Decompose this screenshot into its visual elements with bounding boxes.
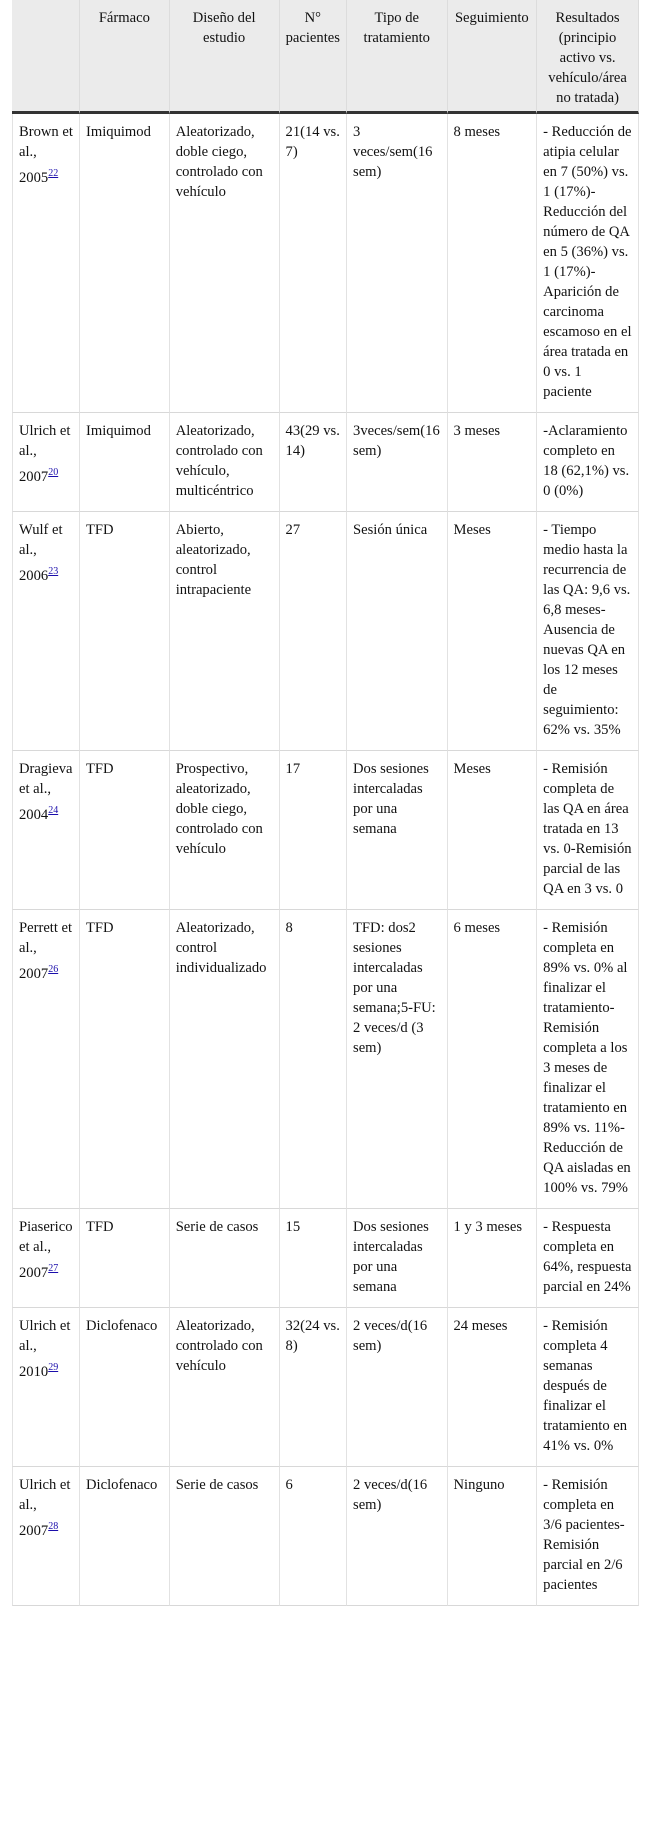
citation-link[interactable]: 26 [48,964,59,975]
patients-cell: 6 [280,1467,348,1606]
header-reference [12,0,80,114]
design-cell: Serie de casos [170,1209,280,1308]
results-cell: - Remisión completa en 89% vs. 0% al finalizar el tratamiento-Remisión completa a los 3 meses de finalizar el tratamiento en 89% vs. 11%-Reducción de QA aisladas en 100% vs. 79% [537,910,639,1209]
followup-cell: 6 meses [448,910,538,1209]
reference-cell [12,1308,80,1467]
treatment-cell: 2 veces/d(16 sem) [347,1308,447,1467]
patients-cell: 32(24 vs. 8) [280,1308,348,1467]
design-cell: Aleatorizado, controlado con vehículo [170,1308,280,1467]
citation-link[interactable]: 28 [48,1521,59,1532]
reference-cell [12,114,80,413]
results-cell: - Reducción de atipia celular en 7 (50%) vs. 1 (17%)-Reducción del número de QA en 5 (36%) vs. 1 (17%)-Aparición de carcinoma escamoso en el área tratada en 0 vs. 1 paciente [537,114,639,413]
reference-text: Dragieva et al., 2004 [19,761,73,823]
patients-cell: 21(14 vs. 7) [280,114,348,413]
header-row [12,0,639,114]
table-row [12,910,639,1209]
table-row [12,1308,639,1467]
treatment-cell: 3veces/sem(16 sem) [347,413,447,512]
reference-text: Ulrich et al., 2007 [19,423,71,485]
followup-cell: 1 y 3 meses [448,1209,538,1308]
citation-link[interactable]: 23 [48,566,59,577]
followup-cell: Ninguno [448,1467,538,1606]
treatment-cell: TFD: dos2 sesiones intercaladas por una semana;5-FU: 2 veces/d (3 sem) [347,910,447,1209]
reference-cell [12,413,80,512]
reference-cell [12,1209,80,1308]
followup-cell: Meses [448,512,538,751]
drug-cell: TFD [80,751,170,910]
results-cell: - Remisión completa de las QA en área tratada en 13 vs. 0-Remisión parcial de las QA en 3 vs. 0 [537,751,639,910]
header-followup: Seguimiento [448,0,538,114]
header-design: Diseño del estudio [170,0,280,114]
design-cell: Aleatorizado, controlado con vehículo, multicéntrico [170,413,280,512]
drug-cell: Diclofenaco [80,1467,170,1606]
reference-cell [12,1467,80,1606]
reference-text: Ulrich et al., 2007 [19,1477,71,1539]
citation-link[interactable]: 24 [48,805,59,816]
treatment-cell: 2 veces/d(16 sem) [347,1467,447,1606]
patients-cell: 27 [280,512,348,751]
reference-text: Piaserico et al., 2007 [19,1219,73,1281]
citation-link[interactable]: 29 [48,1362,59,1373]
design-cell: Aleatorizado, control individualizado [170,910,280,1209]
treatment-cell: Dos sesiones intercaladas por una semana [347,1209,447,1308]
design-cell: Abierto, aleatorizado, control intrapaciente [170,512,280,751]
treatment-cell: Sesión única [347,512,447,751]
followup-cell: 3 meses [448,413,538,512]
reference-text: Brown et al., 2005 [19,124,73,186]
citation-link[interactable]: 20 [48,467,59,478]
design-cell: Aleatorizado, doble ciego, controlado con vehículo [170,114,280,413]
followup-cell: 24 meses [448,1308,538,1467]
design-cell: Serie de casos [170,1467,280,1606]
patients-cell: 17 [280,751,348,910]
header-drug: Fármaco [80,0,170,114]
table-row [12,413,639,512]
table-row [12,1209,639,1308]
followup-cell: 8 meses [448,114,538,413]
results-cell: - Remisión completa 4 semanas después de finalizar el tratamiento en 41% vs. 0% [537,1308,639,1467]
treatment-cell: 3 veces/sem(16 sem) [347,114,447,413]
results-cell: - Tiempo medio hasta la recurrencia de las QA: 9,6 vs. 6,8 meses-Ausencia de nuevas QA en los 12 meses de seguimiento: 62% vs. 35% [537,512,639,751]
reference-cell [12,751,80,910]
table-row [12,512,639,751]
reference-text: Perrett et al., 2007 [19,920,73,982]
drug-cell: Diclofenaco [80,1308,170,1467]
reference-cell [12,910,80,1209]
patients-cell: 43(29 vs. 14) [280,413,348,512]
header-results: Resultados (principio activo vs. vehículo/área no tratada) [537,0,639,114]
treatment-cell: Dos sesiones intercaladas por una semana [347,751,447,910]
results-cell: - Remisión completa en 3/6 pacientes-Remisión parcial en 2/6 pacientes [537,1467,639,1606]
reference-cell [12,512,80,751]
table-row [12,1467,639,1606]
results-cell: -Aclaramiento completo en 18 (62,1%) vs. 0 (0%) [537,413,639,512]
citation-link[interactable]: 27 [48,1263,59,1274]
drug-cell: TFD [80,910,170,1209]
drug-cell: Imiquimod [80,114,170,413]
table-row [12,114,639,413]
citation-link[interactable]: 22 [48,168,59,179]
results-cell: - Respuesta completa en 64%, respuesta parcial en 24% [537,1209,639,1308]
followup-cell: Meses [448,751,538,910]
header-treatment: Tipo de tratamiento [347,0,447,114]
table-row [12,751,639,910]
drug-cell: Imiquimod [80,413,170,512]
header-patients: N° pacientes [280,0,348,114]
reference-text: Ulrich et al., 2010 [19,1318,71,1380]
design-cell: Prospectivo, aleatorizado, doble ciego, controlado con vehículo [170,751,280,910]
patients-cell: 8 [280,910,348,1209]
drug-cell: TFD [80,512,170,751]
reference-text: Wulf et al., 2006 [19,522,63,584]
drug-cell: TFD [80,1209,170,1308]
studies-table [12,0,639,1606]
patients-cell: 15 [280,1209,348,1308]
